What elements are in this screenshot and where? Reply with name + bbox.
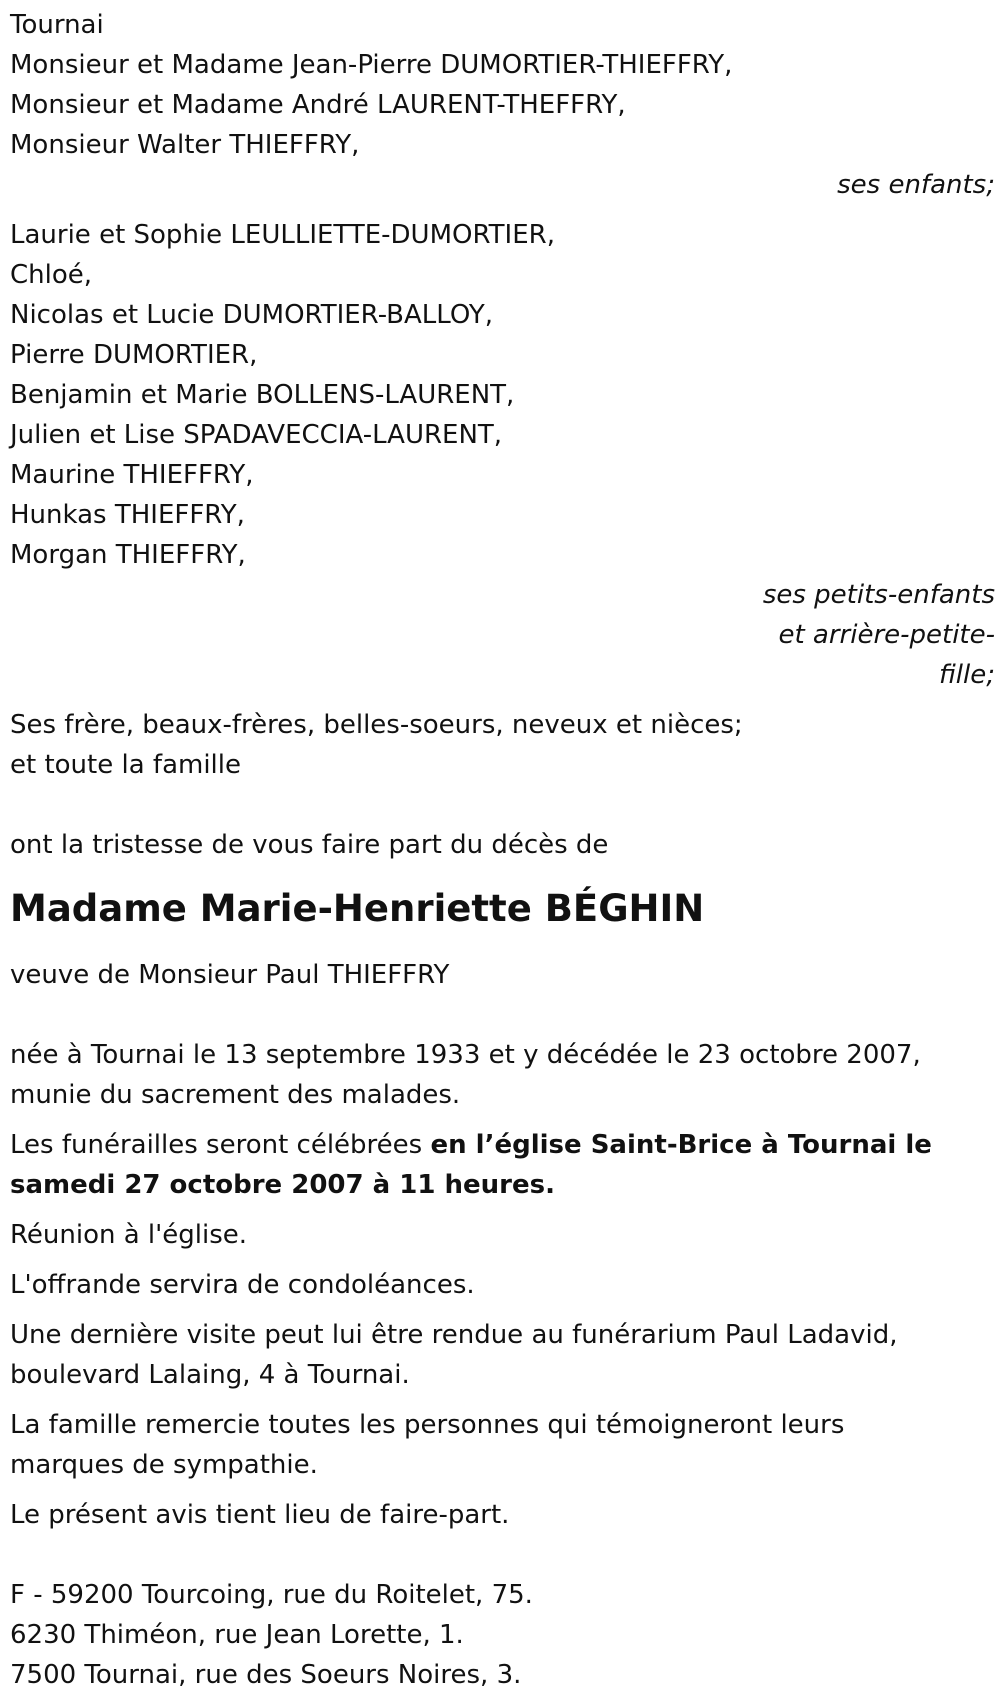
spacer (10, 1485, 995, 1495)
spacer (10, 785, 995, 825)
grandchild-entry: Hunkas THIEFFRY, (10, 500, 245, 530)
spacer (10, 1115, 995, 1125)
widow-of: veuve de Monsieur Paul THIEFFRY (10, 960, 450, 990)
spacer (10, 1255, 995, 1265)
notice-statement: Le présent avis tient lieu de faire-part. (10, 1500, 510, 1530)
grandchild-entry: Maurine THIEFFRY, (10, 460, 254, 490)
grandchild-entry: Chloé, (10, 260, 93, 290)
addresses-section (10, 1575, 995, 1695)
children-label: ses enfants; (837, 170, 995, 200)
spacer (10, 1395, 995, 1405)
family-section (10, 705, 995, 785)
spacer (10, 1205, 995, 1215)
grandchild-entry: Benjamin et Marie BOLLENS-LAURENT, (10, 380, 515, 410)
grandchildren-label-line: ses petits-enfants (762, 580, 995, 610)
thanks-note-continued: marques de sympathie. (10, 1450, 318, 1480)
family-address: F - 59200 Tourcoing, rue du Roitelet, 75. (10, 1580, 533, 1610)
spacer (10, 1305, 995, 1315)
funeral-date: samedi 27 octobre 2007 à 11 heures. (10, 1170, 555, 1200)
spacer (10, 205, 995, 215)
spacer (10, 1535, 995, 1575)
visit-note: Une dernière visite peut lui être rendue au funérarium Paul Ladavid, (10, 1320, 898, 1350)
funeral-details-line (10, 1125, 995, 1165)
spacer (10, 695, 995, 705)
family-entry: et toute la famille (10, 750, 241, 780)
city-heading: Tournai (10, 10, 104, 40)
grandchild-entry: Pierre DUMORTIER, (10, 340, 258, 370)
funeral-intro: Les funérailles seront célébrées (10, 1130, 431, 1160)
family-address: 7500 Tournai, rue des Soeurs Noires, 3. (10, 1660, 522, 1690)
child-entry: Monsieur et Madame André LAURENT-THEFFRY, (10, 90, 626, 120)
grandchild-entry: Julien et Lise SPADAVECCIA-LAURENT, (10, 420, 503, 450)
thanks-note: La famille remercie toutes les personnes qui témoigneront leurs (10, 1410, 845, 1440)
deceased-name: Madame Marie-Henriette BÉGHIN (10, 887, 705, 930)
obituary-notice (10, 5, 995, 1695)
visit-address: boulevard Lalaing, 4 à Tournai. (10, 1360, 410, 1390)
birth-death-details: née à Tournai le 13 septembre 1933 et y décédée le 23 octobre 2007, (10, 1040, 921, 1070)
children-section (10, 45, 995, 205)
spacer (10, 995, 995, 1035)
funeral-location: en l’église Saint-Brice à Tournai le (430, 1130, 932, 1160)
family-address: 6230 Thiméon, rue Jean Lorette, 1. (10, 1620, 464, 1650)
grandchild-entry: Laurie et Sophie LEULLIETTE-DUMORTIER, (10, 220, 555, 250)
grandchild-entry: Nicolas et Lucie DUMORTIER-BALLOY, (10, 300, 494, 330)
death-announcement: ont la tristesse de vous faire part du décès de (10, 830, 609, 860)
family-entry: Ses frère, beaux-frères, belles-soeurs, neveux et nièces; (10, 710, 743, 740)
child-entry: Monsieur Walter THIEFFRY, (10, 130, 360, 160)
meeting-note: Réunion à l'église. (10, 1220, 248, 1250)
grandchildren-label-line: fille; (939, 660, 995, 690)
grandchildren-section (10, 215, 995, 695)
offering-note: L'offrande servira de condoléances. (10, 1270, 475, 1300)
grandchild-entry: Morgan THIEFFRY, (10, 540, 246, 570)
child-entry: Monsieur et Madame Jean-Pierre DUMORTIER-THIEFFRY, (10, 50, 733, 80)
grandchildren-label-line: et arrière-petite- (778, 620, 995, 650)
sacrament-note: munie du sacrement des malades. (10, 1080, 461, 1110)
